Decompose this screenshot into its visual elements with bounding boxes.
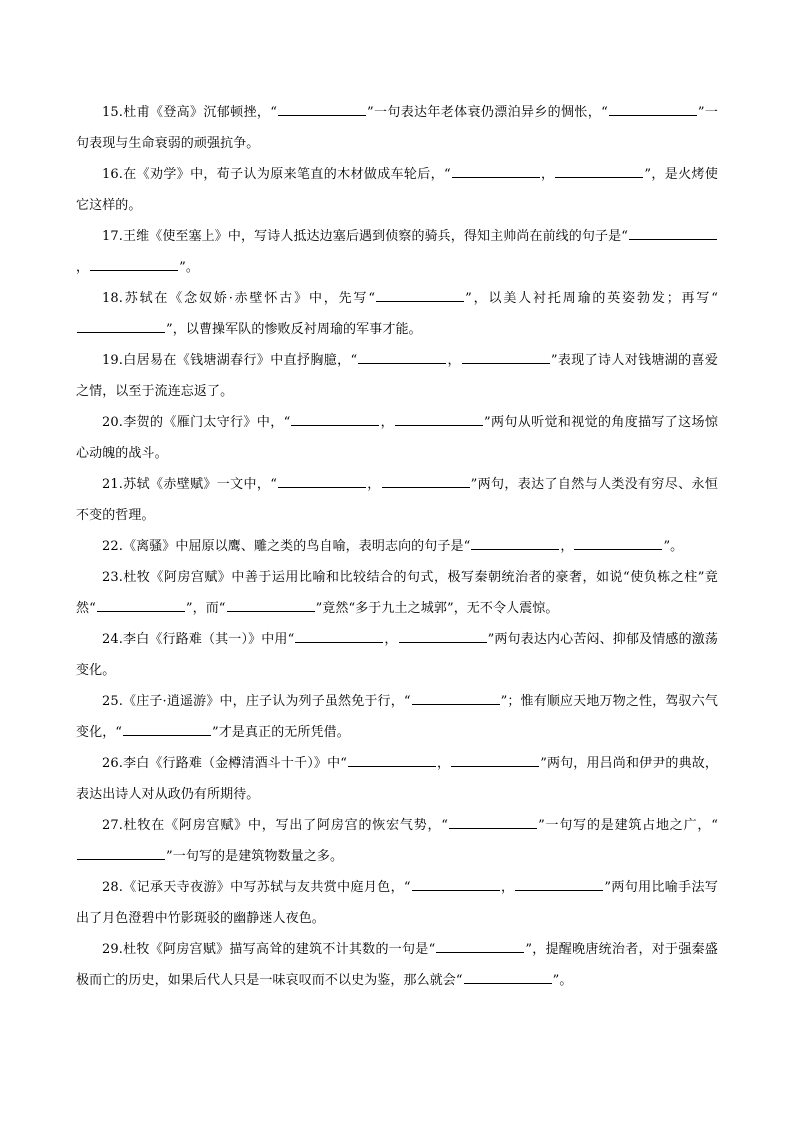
answer-blank[interactable]: [348, 752, 436, 767]
question-16: 16.在《劝学》中，荀子认为原来笔直的木材做成车轮后，“ ， ”，是火烤使它这样的。: [76, 159, 718, 221]
answer-blank[interactable]: [295, 628, 383, 643]
answer-blank[interactable]: [399, 628, 487, 643]
answer-blank[interactable]: [412, 876, 500, 891]
question-26: 26.李白《行路难（金樽清酒斗十千）》中“ ， ”两句，用吕尚和伊尹的典故，表达出诗人对从政仍有所期待。: [76, 748, 718, 810]
question-15: 15.杜甫《登高》沉郁顿挫，“ ”一句表达年老体衰仍漂泊异乡的惆怅，“ ”一句表现与生命衰弱的顽强抗争。: [76, 97, 718, 159]
question-18: 18.苏轼在《念奴娇·赤壁怀古》中，先写“ ”，以美人衬托周瑜的英姿勃发；再写“”，以曹操军队的惨败反衬周瑜的军事才能。: [76, 283, 718, 345]
answer-blank[interactable]: [376, 287, 464, 302]
answer-blank[interactable]: [123, 721, 211, 736]
answer-blank[interactable]: [515, 876, 603, 891]
answer-blank[interactable]: [462, 349, 550, 364]
answer-blank[interactable]: [609, 101, 697, 116]
answer-blank[interactable]: [90, 256, 178, 271]
question-25: 25.《庄子·逍遥游》中，庄子认为列子虽然免于行，“ ”；惟有顺应天地万物之性，驾驭六气变化，“ ”才是真正的无所凭借。: [76, 686, 718, 748]
answer-blank[interactable]: [358, 349, 446, 364]
answer-blank[interactable]: [451, 752, 539, 767]
answer-blank[interactable]: [436, 938, 524, 953]
answer-blank[interactable]: [629, 225, 717, 240]
question-19: 19.白居易在《钱塘湖春行》中直抒胸臆，“ ， ”表现了诗人对钱塘湖的喜爱之情，以至于流连忘返了。: [76, 345, 718, 407]
question-list: [76, 97, 718, 996]
answer-blank[interactable]: [77, 318, 165, 333]
answer-blank[interactable]: [278, 473, 366, 488]
answer-blank[interactable]: [452, 163, 540, 178]
answer-blank[interactable]: [574, 535, 662, 550]
question-20: 20.李贺的《雁门太守行》中，“ ， ”两句从听觉和视觉的角度描写了这场惊心动魄的战斗。: [76, 407, 718, 469]
answer-blank[interactable]: [77, 845, 165, 860]
question-21: 21.苏轼《赤壁赋》一文中，“ ， ”两句，表达了自然与人类没有穷尽、永恒不变的哲理。: [76, 469, 718, 531]
answer-blank[interactable]: [555, 163, 643, 178]
answer-blank[interactable]: [278, 101, 366, 116]
answer-blank[interactable]: [471, 535, 559, 550]
answer-blank[interactable]: [291, 411, 379, 426]
question-29: 29.杜牧《阿房宫赋》描写高耸的建筑不计其数的一句是“ ”，提醒晚唐统治者，对于强秦盛极而亡的历史，如果后代人只是一味哀叹而不以史为鉴，那么就会“ ”。: [76, 934, 718, 996]
answer-blank[interactable]: [382, 473, 470, 488]
question-17: 17.王维《使至塞上》中，写诗人抵达边塞后遇到侦察的骑兵，得知主帅尚在前线的句子是“， ”。: [76, 221, 718, 283]
answer-blank[interactable]: [395, 411, 483, 426]
question-23: 23.杜牧《阿房宫赋》中善于运用比喻和比较结合的句式，极写秦朝统治者的豪奢，如说“使负栋之柱”竟然“ ”，而“ ”竟然“多于九土之城郭”，无不令人震惊。: [76, 570, 718, 616]
answer-blank[interactable]: [97, 597, 185, 612]
question-22: 22.《离骚》中屈原以鹰、雕之类的鸟自喻，表明志向的句子是“ ， ”。: [76, 531, 718, 562]
question-24: 24.李白《行路难（其一）》中用“ ， ”两句表达内心苦闷、抑郁及情感的激荡变化。: [76, 624, 718, 686]
answer-blank[interactable]: [227, 597, 315, 612]
answer-blank[interactable]: [449, 814, 537, 829]
question-27: 27.杜牧在《阿房宫赋》中，写出了阿房宫的恢宏气势，“ ”一句写的是建筑占地之广，“”一句写的是建筑物数量之多。: [76, 810, 718, 872]
question-28: 28.《记承天寺夜游》中写苏轼与友共赏中庭月色，“ ， ”两句用比喻手法写出了月色澄碧中竹影斑驳的幽静迷人夜色。: [76, 872, 718, 934]
answer-blank[interactable]: [412, 690, 500, 705]
answer-blank[interactable]: [464, 969, 552, 984]
